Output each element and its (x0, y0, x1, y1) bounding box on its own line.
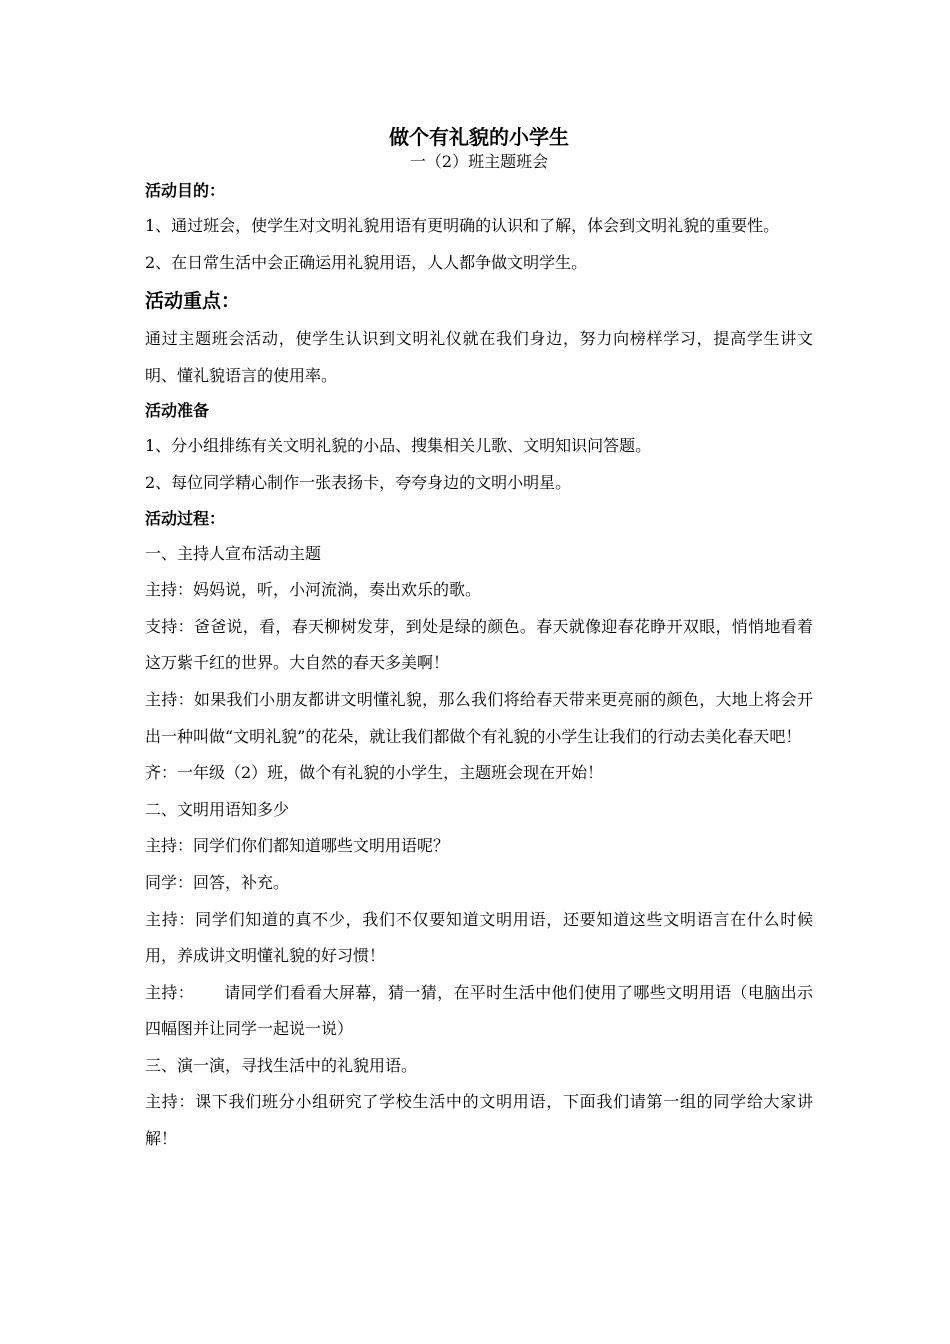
prep-heading: 活动准备 (145, 401, 210, 421)
focus-heading: 活动重点： (145, 290, 241, 313)
process-paragraph: 主持：如果我们小朋友都讲文明懂礼貌，那么我们将给春天带来更亮丽的颜色，大地上将会开出一种叫做“文明礼貌”的花朵，就让我们都做个有礼貌的小学生让我们的行动去美化春天吧！ (145, 689, 813, 746)
document-body (145, 122, 813, 1158)
process-paragraph: 主持：同学们你们都知道哪些文明用语呢？ (145, 836, 450, 856)
process-paragraph: 主持：妈妈说，听，小河流淌，奏出欢乐的歌。 (145, 580, 482, 600)
paragraph-text: 请同学们看看大屏幕，猜一猜，在平时生活中他们使用了哪些文明用语（电脑出示四幅图并让同学一起说一说） (145, 982, 813, 1039)
document-title: 做个有礼貌的小学生 (389, 125, 569, 149)
prep-paragraph-1: 1、分小组排练有关文明礼貌的小品、搜集相关儿歌、文明知识问答题。 (145, 436, 652, 456)
process-paragraph: 同学：回答，补充。 (145, 872, 290, 892)
process-paragraph: 支持：爸爸说，看，春天柳树发芽，到处是绿的颜色。春天就像迎春花睁开双眼，悄悄地看着这万紫千红的世界。大自然的春天多美啊！ (145, 616, 813, 673)
document-subtitle: 一（2）班主题班会 (409, 152, 549, 171)
purpose-heading: 活动目的： (145, 181, 226, 200)
process-paragraph: 主持：课下我们班分小组研究了学校生活中的文明用语，下面我们请第一组的同学给大家讲解！ (145, 1092, 813, 1149)
process-paragraph: 二、文明用语知多少 (145, 799, 290, 819)
focus-paragraph: 通过主题班会活动，使学生认识到文明礼仪就在我们身边，努力向榜样学习，提高学生讲文明、懂礼貌语言的使用率。 (145, 329, 813, 385)
purpose-paragraph-2: 2、在日常生活中会正确运用礼貌用语，人人都争做文明学生。 (145, 252, 588, 272)
process-paragraph: 一、主持人宣布活动主题 (145, 543, 322, 563)
speaker-label: 主持： (145, 982, 195, 1002)
purpose-paragraph-1: 1、通过班会，使学生对文明礼貌用语有更明确的认识和了解，体会到文明礼貌的重要性。 (145, 216, 780, 235)
process-paragraph: 齐：一年级（2）班，做个有礼貌的小学生，主题班会现在开始！ (145, 763, 604, 783)
process-paragraph: 三、演一演，寻找生活中的礼貌用语。 (145, 1055, 418, 1075)
process-heading: 活动过程： (145, 508, 226, 528)
process-paragraph (145, 975, 813, 1048)
prep-paragraph-2: 2、每位同学精心制作一张表扬卡，夸夸身边的文明小明星。 (145, 472, 572, 492)
process-paragraph: 主持：同学们知道的真不少，我们不仅要知道文明用语，还要知道这些文明语言在什么时候用，养成讲文明懂礼貌的好习惯！ (145, 909, 813, 966)
